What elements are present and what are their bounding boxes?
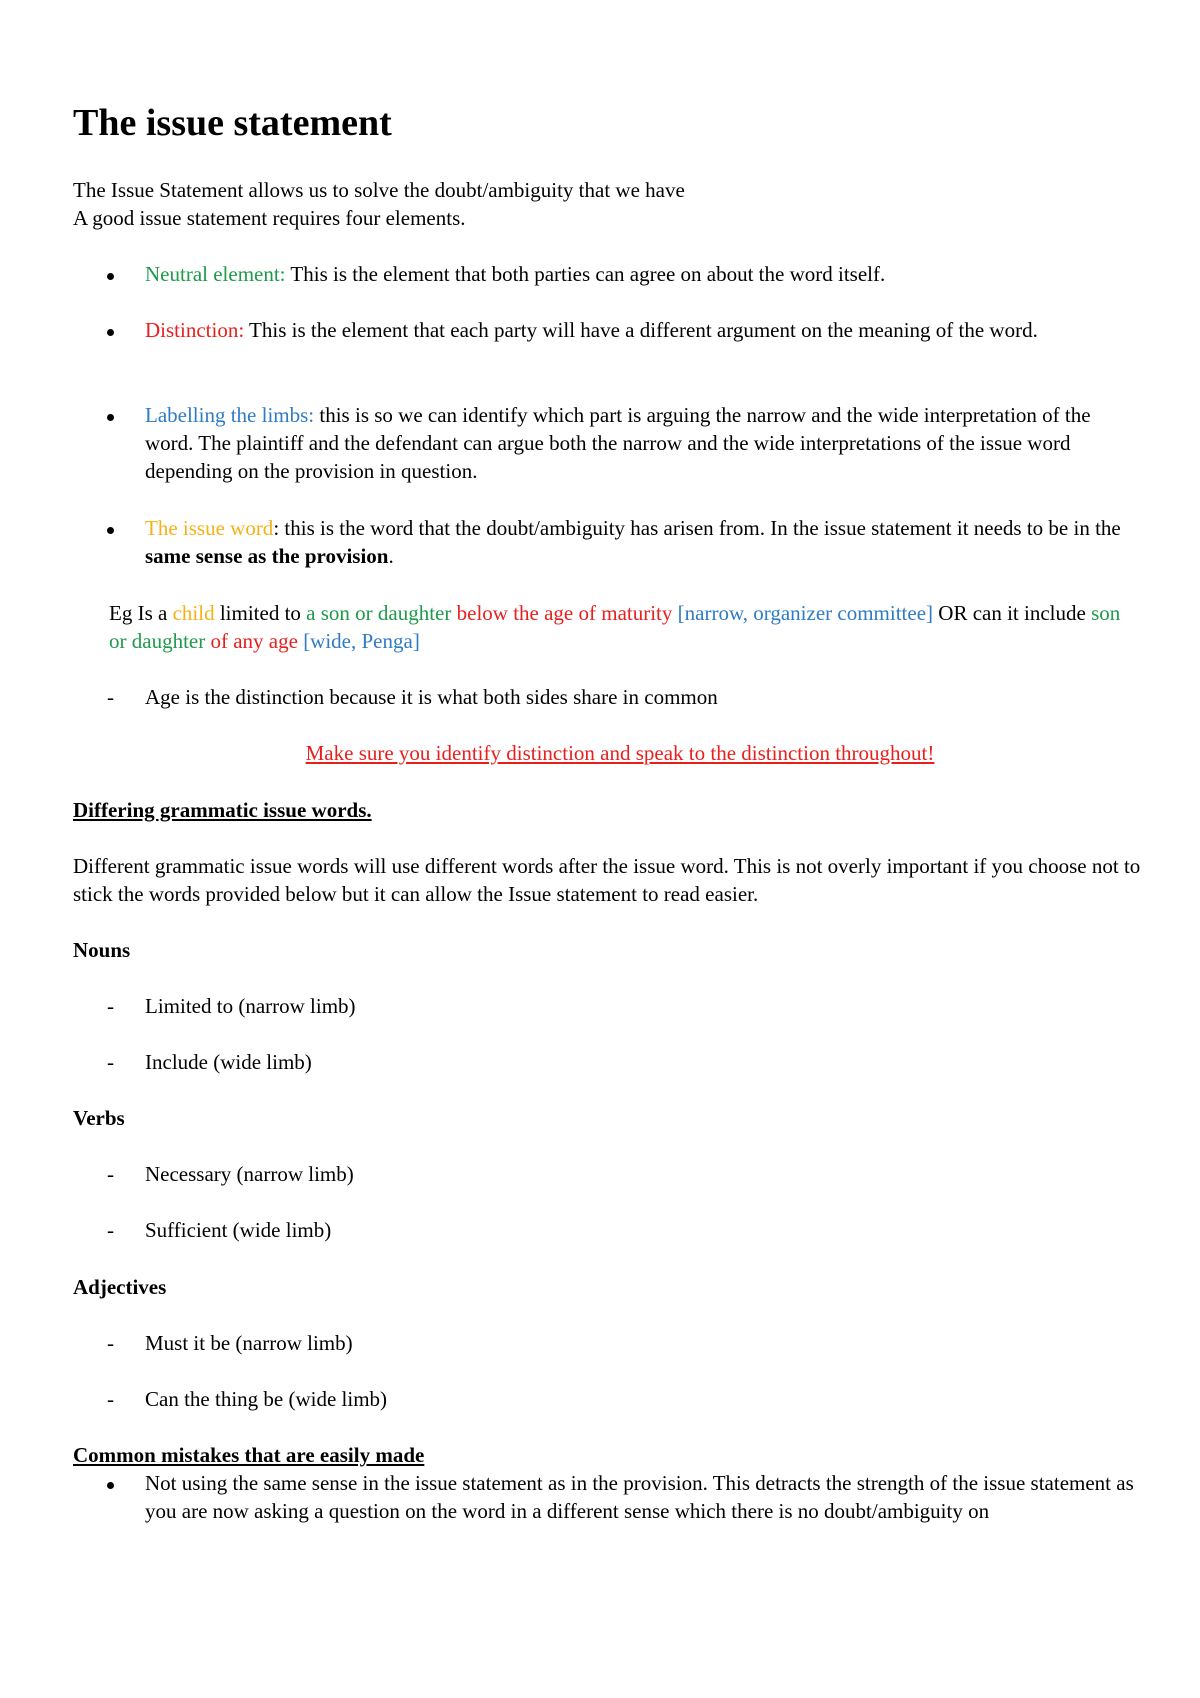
bullet-dot <box>107 1482 114 1489</box>
example-distinction: below the age of maturity <box>451 601 673 625</box>
term-neutral: Neutral element: <box>145 262 286 286</box>
nouns-item: Limited to (narrow limb) <box>145 994 356 1018</box>
term-issue-word: The issue word <box>145 516 274 540</box>
dash-marker: - <box>107 1050 114 1074</box>
warning-text: Make sure you identify distinction and speak to the distinction throughout! <box>305 741 935 765</box>
adjectives-heading: Adjectives <box>73 1275 167 1299</box>
example-text: OR can it include <box>933 601 1092 625</box>
element-distinction-text: This is the element that each party will have a different argument on the meaning of the word. <box>244 318 1038 342</box>
verbs-item: Sufficient (wide limb) <box>145 1218 332 1242</box>
term-labelling: Labelling the limbs: <box>145 403 315 427</box>
grammar-paragraph: Different grammatic issue words will use different words after the issue word. This is not overly important if you choose not to stick the words provided below but it can allow the Issue statement to read easier. <box>73 854 1141 906</box>
element-neutral-text: This is the element that both parties can agree on about the word itself. <box>285 262 886 286</box>
element-issue-word-bold: same sense as the provision <box>145 544 389 568</box>
bullet-dot <box>107 329 114 336</box>
example-issue-word: child <box>172 601 215 625</box>
bullet-dot <box>107 273 114 280</box>
element-issue-word-end: . <box>388 544 394 568</box>
element-issue-word-text: : this is the word that the doubt/ambiguity has arisen from. In the issue statement it needs to be in the <box>273 516 1121 540</box>
nouns-heading: Nouns <box>73 938 131 962</box>
intro-line-1: The Issue Statement allows us to solve the doubt/ambiguity that we have <box>73 178 685 202</box>
dash-marker: - <box>107 1331 114 1355</box>
element-labelling-text: this is so we can identify which part is arguing the narrow and the wide interpretation of the word. The plaintiff and the defendant can argue both the narrow and the wide interpretations of the issue word depending on the provision in question. <box>145 403 1091 483</box>
element-distinction <box>145 316 1135 344</box>
dash-marker: - <box>107 1387 114 1411</box>
warning-line <box>0 739 1200 767</box>
bullet-dot <box>107 414 114 421</box>
example-distinction: of any age <box>205 629 298 653</box>
element-neutral <box>145 260 1135 288</box>
element-labelling <box>145 401 1135 485</box>
element-issue-word <box>145 514 1135 570</box>
adjectives-item: Must it be (narrow limb) <box>145 1331 353 1355</box>
example-neutral: son or daughter <box>109 601 1121 653</box>
adjectives-item: Can the thing be (wide limb) <box>145 1387 388 1411</box>
dash-marker: - <box>107 1218 114 1242</box>
bullet-dot <box>107 527 114 534</box>
dash-marker: - <box>107 685 114 709</box>
page-title: The issue statement <box>73 102 392 144</box>
dash-marker: - <box>107 1162 114 1186</box>
example-text: Eg Is a <box>109 601 173 625</box>
grammar-heading: Differing grammatic issue words. <box>73 798 372 822</box>
example-neutral: a son or daughter <box>306 601 452 625</box>
verbs-heading: Verbs <box>73 1106 125 1130</box>
nouns-item: Include (wide limb) <box>145 1050 312 1074</box>
example-label: [wide, Penga] <box>297 629 420 653</box>
mistakes-heading: Common mistakes that are easily made <box>73 1443 425 1467</box>
verbs-item: Necessary (narrow limb) <box>145 1162 354 1186</box>
mistakes-item: Not using the same sense in the issue statement as in the provision. This detracts the strength of the issue statement as you are now asking a question on the word in a different sense which there is no doubt/ambiguity on <box>145 1471 1134 1523</box>
intro-line-2: A good issue statement requires four elements. <box>73 206 466 230</box>
example-label: [narrow, organizer committee] <box>672 601 934 625</box>
dash-marker: - <box>107 994 114 1018</box>
example-text: limited to <box>214 601 307 625</box>
age-note: Age is the distinction because it is what both sides share in common <box>145 685 718 709</box>
term-distinction: Distinction: <box>145 318 245 342</box>
example-paragraph <box>109 599 1129 655</box>
